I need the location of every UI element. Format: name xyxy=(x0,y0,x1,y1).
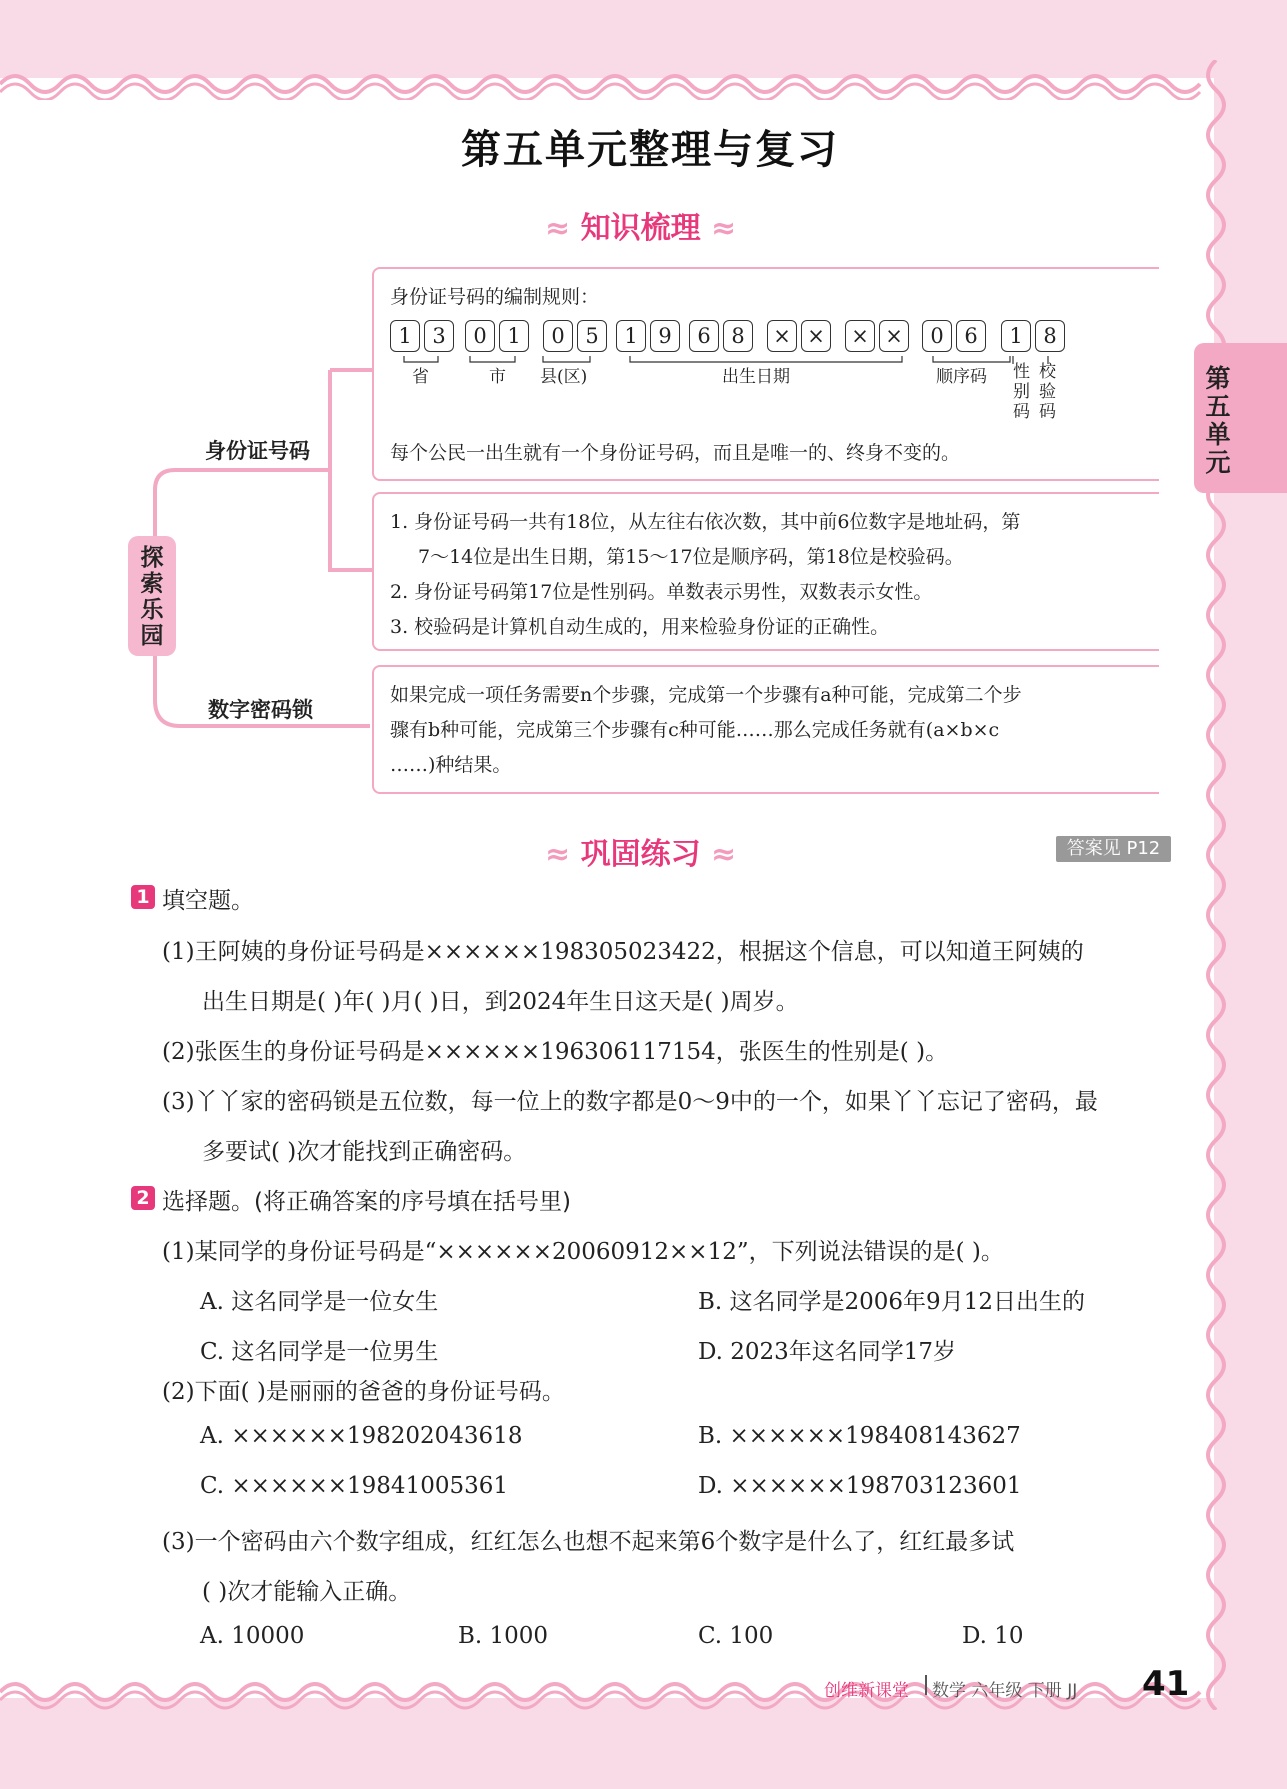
q2-s1-option-a[interactable]: A. 这名同学是一位女生 xyxy=(200,1289,439,1315)
id-digit-box: × xyxy=(767,320,797,352)
branch-label-id-card: 身份证号码 xyxy=(205,439,310,463)
id-digit-box: 8 xyxy=(1035,320,1065,352)
explore-label: 探索乐园 xyxy=(140,545,164,649)
panel3-line1: 如果完成一项任务需要n个步骤，完成第一个步骤有a种可能，完成第二个步 xyxy=(390,684,1022,706)
question-number-badge: 2 xyxy=(131,1186,155,1210)
page-title: 第五单元整理与复习 xyxy=(461,127,839,173)
wave-deco-icon: ≈ xyxy=(545,837,571,872)
footer-divider xyxy=(925,1675,927,1695)
id-digit-box: × xyxy=(801,320,831,352)
q2-s2-option-d[interactable]: D. ××××××198703123601 xyxy=(698,1473,1022,1499)
section-knowledge-label: 知识梳理 xyxy=(580,211,701,246)
wave-deco-icon: ≈ xyxy=(711,211,737,246)
label-order: 顺序码 xyxy=(936,367,987,387)
id-digit-box: 6 xyxy=(689,320,719,352)
panel2-item2: 2. 身份证号码第17位是性别码。单数表示男性，双数表示女性。 xyxy=(390,581,933,603)
q1-sub1a: (1)王阿姨的身份证号码是××××××198305023422，根据这个信息，可以知道王阿姨的 xyxy=(162,939,1084,965)
id-digit-box: 1 xyxy=(499,320,529,352)
q2-s3-option-c[interactable]: C. 100 xyxy=(698,1623,774,1649)
q1-sub1b: 出生日期是( )年( )月( )日，到2024年生日这天是( )周岁。 xyxy=(202,989,799,1015)
q2-s3-option-b[interactable]: B. 1000 xyxy=(458,1623,549,1649)
panel2-item3: 3. 校验码是计算机自动生成的，用来检验身份证的正确性。 xyxy=(390,616,890,638)
q1-sub3b: 多要试( )次才能找到正确密码。 xyxy=(202,1139,527,1165)
q2-sub3b: ( )次才能输入正确。 xyxy=(202,1579,412,1605)
page-number: 41 xyxy=(1142,1664,1190,1704)
question-number-badge: 1 xyxy=(131,885,155,909)
id-digit-box: 9 xyxy=(650,320,680,352)
panel3-line2: 骤有b种可能，完成第三个步骤有c种可能……那么完成任务就有(a×b×c xyxy=(390,719,1000,741)
q1-title: 填空题。 xyxy=(162,888,254,914)
label-birth: 出生日期 xyxy=(722,367,790,387)
section-practice-label: 巩固练习 xyxy=(580,837,701,872)
panel1-heading: 身份证号码的编制规则： xyxy=(390,286,600,308)
q2-s3-option-a[interactable]: A. 10000 xyxy=(200,1623,305,1649)
label-gender: 性别码 xyxy=(1013,362,1030,422)
id-digit-box: 3 xyxy=(424,320,454,352)
q2-s1-option-c[interactable]: C. 这名同学是一位男生 xyxy=(200,1339,439,1365)
q2-s2-option-b[interactable]: B. ××××××198408143627 xyxy=(698,1423,1021,1449)
q2-s2-option-c[interactable]: C. ××××××19841005361 xyxy=(200,1473,508,1499)
unit-side-tab-label: 第五单元 xyxy=(1205,364,1231,477)
id-digit-box: 1 xyxy=(616,320,646,352)
q1-sub3a: (3)丫丫家的密码锁是五位数，每一位上的数字都是0～9中的一个，如果丫丫忘记了密码，最 xyxy=(162,1089,1098,1115)
id-digit-box: × xyxy=(845,320,875,352)
q2-s3-option-d[interactable]: D. 10 xyxy=(962,1623,1024,1649)
id-digit-box: 5 xyxy=(577,320,607,352)
id-digit-box: 0 xyxy=(543,320,573,352)
branch-label-lock: 数字密码锁 xyxy=(208,698,313,722)
footer-brand: 创维新课堂 xyxy=(824,1681,909,1701)
label-check: 校验码 xyxy=(1039,362,1056,422)
q2-sub2: (2)下面( )是丽丽的爸爸的身份证号码。 xyxy=(162,1379,565,1405)
label-city: 市 xyxy=(489,367,506,387)
answer-reference-badge[interactable]: 答案见 P12 xyxy=(1056,836,1171,862)
label-county: 县(区) xyxy=(540,367,588,387)
panel2-item1a: 1. 身份证号码一共有18位，从左往右依次数，其中前6位数字是地址码，第 xyxy=(390,511,1021,533)
q2-sub3a: (3)一个密码由六个数字组成，红红怎么也想不起来第6个数字是什么了，红红最多试 xyxy=(162,1529,1015,1555)
wave-deco-icon: ≈ xyxy=(711,837,737,872)
panel1-note: 每个公民一出生就有一个身份证号码，而且是唯一的、终身不变的。 xyxy=(390,442,961,464)
panel3-line3: ……)种结果。 xyxy=(390,754,512,776)
id-digit-box: 6 xyxy=(956,320,986,352)
id-digit-box: × xyxy=(879,320,909,352)
label-province: 省 xyxy=(412,367,429,387)
q1-sub2: (2)张医生的身份证号码是××××××196306117154，张医生的性别是( )。 xyxy=(162,1039,949,1065)
q2-s1-option-d[interactable]: D. 2023年这名同学17岁 xyxy=(698,1339,957,1365)
footer-subject: 数学 六年级 下册 JJ xyxy=(932,1681,1078,1701)
q2-sub1: (1)某同学的身份证号码是“××××××20060912××12”，下列说法错误的是( )。 xyxy=(162,1239,1004,1265)
id-digit-box: 8 xyxy=(723,320,753,352)
section-heading-practice xyxy=(545,829,736,873)
id-digit-box: 0 xyxy=(922,320,952,352)
id-digit-box: 1 xyxy=(390,320,420,352)
id-digit-box: 0 xyxy=(465,320,495,352)
q2-s2-option-a[interactable]: A. ××××××198202043618 xyxy=(200,1423,523,1449)
id-digit-box: 1 xyxy=(1001,320,1031,352)
q2-s1-option-b[interactable]: B. 这名同学是2006年9月12日出生的 xyxy=(698,1289,1085,1315)
wave-deco-icon: ≈ xyxy=(545,211,571,246)
panel2-item1b: 7～14位是出生日期，第15～17位是顺序码，第18位是校验码。 xyxy=(418,546,964,568)
q2-title: 选择题。(将正确答案的序号填在括号里) xyxy=(162,1189,571,1215)
